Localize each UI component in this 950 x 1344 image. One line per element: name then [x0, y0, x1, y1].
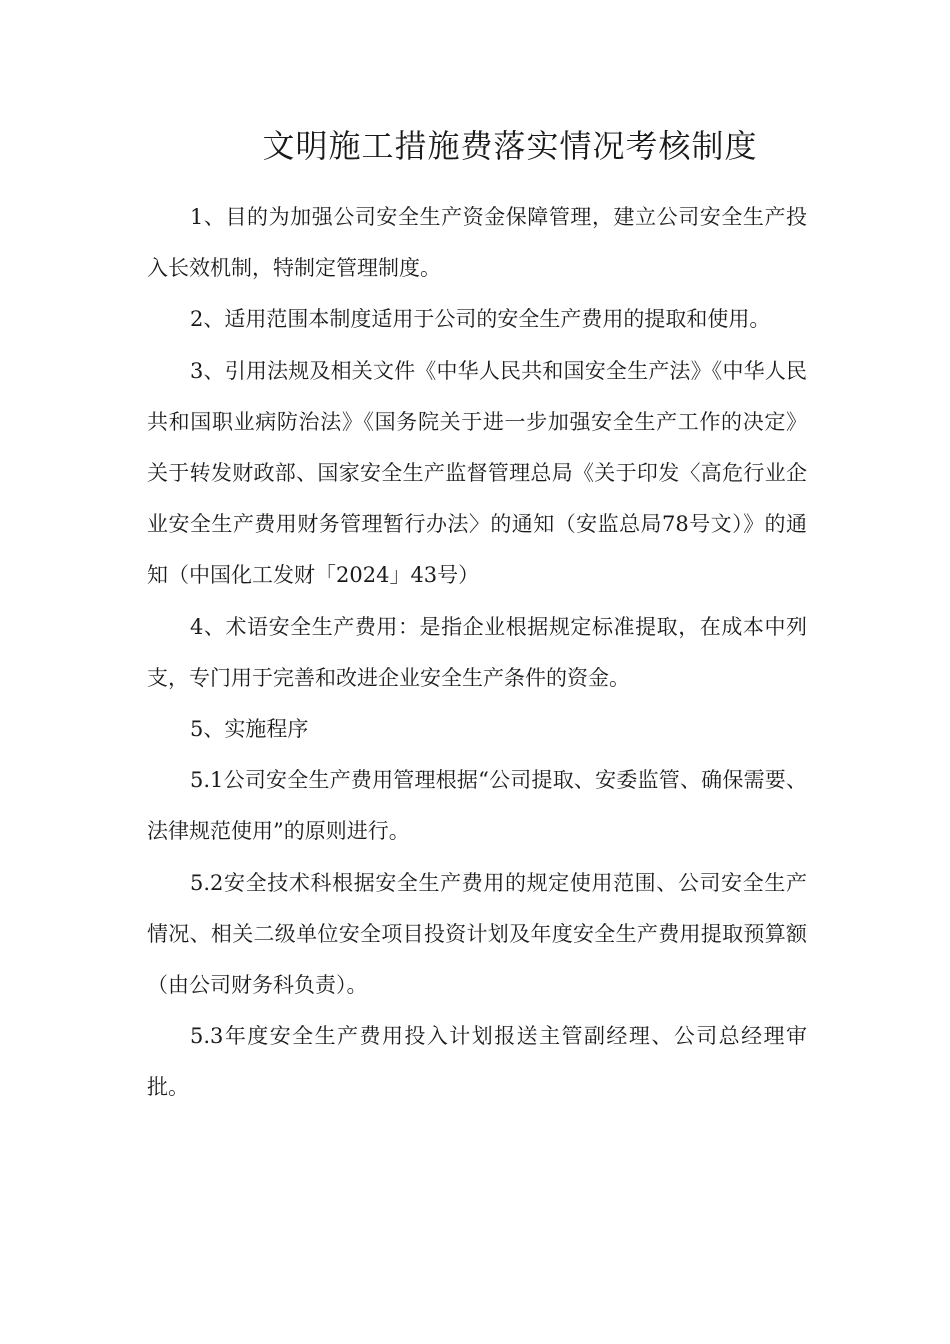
paragraph-procedure-heading: 5、实施程序	[190, 717, 309, 742]
paragraph-purpose: 1、目的为加强公司安全生产资金保障管理，建立公司安全生产投入长效机制，特制定管理制度。	[147, 205, 807, 281]
document-title: 文明施工措施费落实情况考核制度	[262, 127, 758, 165]
paragraph-terms: 4、术语安全生产费用：是指企业根据规定标准提取，在成本中列支，专门用于完善和改进企业安全生产条件的资金。	[147, 614, 807, 690]
paragraph-procedure-5-3: 5.3年度安全生产费用投入计划报送主管副经理、公司总经理审批。	[147, 1024, 807, 1100]
paragraph-procedure-5-2: 5.2安全技术科根据安全生产费用的规定使用范围、公司安全生产情况、相关二级单位安全项目投资计划及年度安全生产费用提取预算额（由公司财务科负责）。	[147, 870, 807, 998]
paragraph-scope: 2、适用范围本制度适用于公司的安全生产费用的提取和使用。	[190, 307, 771, 332]
paragraph-procedure-5-1: 5.1公司安全生产费用管理根据“公司提取、安委监管、确保需要、法律规范使用”的原则进行。	[147, 768, 807, 844]
document-body	[147, 192, 807, 1114]
paragraph-references: 3、引用法规及相关文件《中华人民共和国安全生产法》《中华人民共和国职业病防治法》《国务院关于进一步加强安全生产工作的决定》关于转发财政部、国家安全生产监督管理总局《关于印发〈高危行业企业安全生产费用财务管理暂行办法〉的通知（安监总局78号文）》的通知（中国化工发财「2024」43号）	[147, 358, 807, 588]
